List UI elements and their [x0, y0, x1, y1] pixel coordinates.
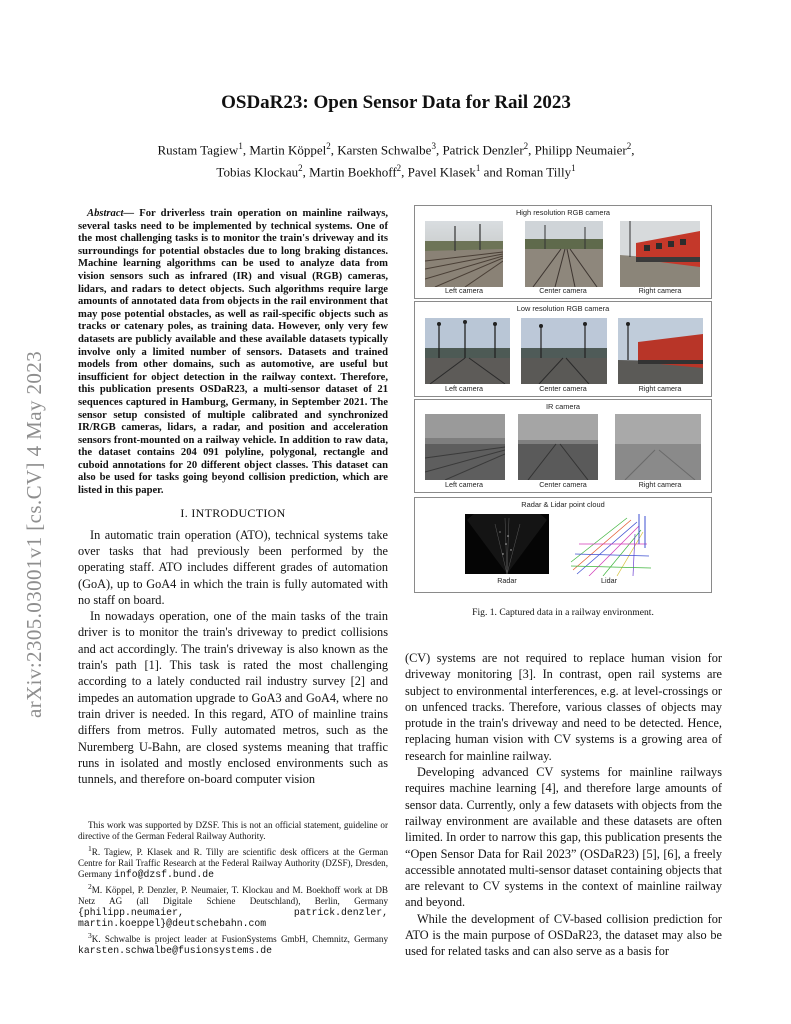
left-column	[78, 208, 388, 787]
label-lidar: Lidar	[601, 576, 617, 585]
author-affiliation-marker: 1	[238, 141, 243, 151]
ir-left-image	[425, 414, 505, 480]
section-heading-introduction: I. INTRODUCTION	[180, 505, 286, 520]
footnote-3	[78, 930, 388, 956]
abstract	[78, 208, 388, 498]
author-name: Martin Köppel	[249, 142, 327, 158]
high-res-right-image	[620, 221, 700, 287]
abstract-heading: Abstract	[87, 208, 124, 219]
lidar-image	[567, 514, 651, 576]
ir-right-image	[615, 414, 701, 480]
footnote-1-text: R. Tagiew, P. Klasek and R. Tilly are scientific desk officers at the German Centre for Rail Traffic Research at the Federal Railway Authority (DZSF), Dresden, Germany	[78, 847, 388, 880]
author-affiliation-marker: 3	[431, 141, 436, 151]
footnote-2-marker: 2	[88, 882, 92, 892]
author-affiliation-marker: 2	[298, 163, 303, 174]
panel-title-low-res-rgb: Low resolution RGB camera	[516, 304, 610, 313]
author-affiliation-marker: 1	[475, 163, 481, 174]
panel-title-radar-lidar: Radar & Lidar point cloud	[521, 500, 605, 509]
figure-1-caption: Fig. 1. Captured data in a railway environment.	[472, 607, 654, 618]
label-high-res-center: Center camera	[539, 286, 587, 295]
label-radar: Radar	[497, 576, 517, 585]
author-affiliation-marker: 2	[523, 141, 529, 151]
label-low-res-right: Right camera	[638, 384, 682, 393]
label-low-res-left: Left camera	[445, 384, 483, 393]
ir-center-image	[518, 414, 598, 480]
author-affiliation-marker: 2	[396, 163, 402, 174]
footnotes	[78, 820, 388, 957]
right-paragraph-2: Developing advanced CV systems for mainline railways requires machine learning [4], and therefore large amounts of sensor data. Currently, only a few datasets with objects from the railway environment are available and these datasets are often limited. In order to narrow this gap, this publication presents the “Open Sensor Data for Rail 2023” (OSDaR23) [5], [6], a freely accessible annotated multi-sensor dataset containing objects that are relevant to CV systems in the context of mainline railway and beyond.	[405, 765, 722, 910]
right-paragraph-1: (CV) systems are not required to replace human vision for driveway monitoring [3]. In contrast, open rail systems are subject to environmental interferences, e.g. at level-crossings or on unfenced tracks. Therefore, various classes of objects may protude in the train's driveway and need to be detected. Hence, replacing human vision with CV systems is a growing area of research for mainline railway.	[405, 651, 722, 763]
right-paragraph-3: While the development of CV-based collision prediction for ATO is the main purpose of OSDaR23, the dataset may also be used for related tasks and can also serve as a basis for	[405, 911, 722, 959]
low-res-right-image	[618, 318, 703, 384]
label-low-res-center: Center camera	[539, 384, 587, 393]
footnote-1-marker: 1	[88, 844, 92, 853]
panel-ir-camera	[414, 399, 712, 493]
footnote-3-text: K. Schwalbe is project leader at FusionSystems GmbH, Chemnitz, Germany	[91, 934, 388, 945]
footnote-3-marker: 3	[88, 931, 92, 941]
panel-high-res-rgb	[414, 205, 712, 299]
panel-title-high-res-rgb: High resolution RGB camera	[515, 208, 611, 217]
high-res-left-image	[425, 221, 503, 287]
right-column	[405, 650, 722, 960]
author-name: Pavel Klasek	[407, 164, 476, 180]
author-name: Tobias Klockau	[216, 164, 299, 180]
radar-image	[465, 514, 549, 574]
author-name: Karsten Schwalbe	[337, 142, 432, 158]
footnote-3-email[interactable]: karsten.schwalbe@fusionsystems.de	[78, 945, 273, 957]
figure-1	[414, 205, 712, 592]
label-high-res-left: Left camera	[445, 286, 483, 295]
footnote-1	[78, 843, 388, 880]
panel-radar-lidar	[414, 497, 712, 593]
label-ir-right: Right camera	[638, 480, 682, 489]
author-affiliation-marker: 1	[571, 163, 576, 174]
author-affiliation-marker: 2	[326, 141, 331, 151]
low-res-center-image	[521, 318, 607, 384]
label-ir-center: Center camera	[539, 480, 587, 489]
author-name: Rustam Tagiew	[157, 142, 239, 158]
author-list: Rustam Tagiew$^1$, Martin Köppel$^2$, Karsten Schwalbe$^3$, Patrick Denzler$^2$, Philipp Neumaier$^2$, Tobias Klockau$^2$, Martin Boekhoff$^2$, Pavel Klasek$^1$ and Roman Tilly$^1$	[157, 141, 635, 180]
arxiv-identifier-stamp: arXiv:2305.03001v1 [cs.CV] 4 May 2023	[22, 350, 46, 718]
footnote-1-email[interactable]: info@dzsf.bund.de	[114, 869, 215, 881]
low-res-left-image	[425, 318, 510, 384]
footnote-2	[78, 881, 388, 929]
paper-title: OSDaR23: Open Sensor Data for Rail 2023	[221, 92, 571, 113]
panel-low-res-rgb	[414, 301, 712, 397]
footnote-2-email[interactable]: {philipp.neumaier, patrick.denzler, martin.koeppel}@deutschebahn.com	[78, 907, 388, 930]
author-affiliation-marker: 2	[626, 141, 632, 151]
author-name: Roman Tilly	[505, 164, 572, 180]
panel-title-ir-camera: IR camera	[545, 402, 581, 411]
high-res-center-image	[525, 221, 603, 287]
intro-paragraph-1: In automatic train operation (ATO), technical systems take over tasks that had previously been performed by the operating staff. ATO includes different grades of automation (GoA), up to GoA4 in which the train is fully automated with no staff on board.	[78, 527, 388, 607]
author-name: Patrick Denzler	[442, 142, 524, 158]
intro-paragraph-2: In nowadays operation, one of the main tasks of the train driver is to monitor the train's driveway to predict collisions and act accordingly. The train's driveway is also known as the train's path [1]. This task is rated the most challenging according to a lately conducted rail industry survey [2] and impedes an automation upgrade to GoA3 and GoA4, where no train driver is needed. In this regard, ATO of mainline trains differs from metros. Fully automated metros, such as the Nuremberg U-Bahn, are closed systems meaning that traffic runs in isolated and mostly enclosed environments such as tunnels, and therefore on-board computer vision	[78, 609, 388, 787]
label-high-res-right: Right camera	[638, 286, 682, 295]
footnote-support: This work was supported by DZSF. This is not an official statement, guideline or directive of the German Federal Railway Authority.	[78, 820, 388, 841]
abstract-dash: —	[123, 208, 140, 219]
author-name: Martin Boekhoff	[309, 164, 397, 180]
label-ir-left: Left camera	[445, 480, 483, 489]
author-name: Philipp Neumaier	[534, 142, 627, 158]
footnote-2-text: M. Köppel, P. Denzler, P. Neumaier, T. Klockau and M. Boekhoff work at DB Netz AG (all Digitale Schiene Deutschland), Berlin, Germany	[78, 885, 388, 907]
abstract-text: For driverless train operation on mainline railways, several tasks need to be implemented by technical systems. One of the most challenging tasks is to monitor the train's driveway and its surroundings for potential obstacles due to long braking distances. Machine learning algorithms can be used to analyze data from vision sensors such as infrared (IR) and visual (RGB) cameras, lidars, and radars to detect objects. Such algorithms require large amounts of annotated data from objects in the rail environment that may pose potential obstacles, as well as rail-specific objects such as tracks or catenary poles, as training data. However, only very few datasets are publicly available and these available datasets typically involve only a limited number of sensors. Datasets and trained models from other domains, such as automotive, are useful but insufficient for object detection in the railway context. Therefore, this publication presents OSDaR23, a multi-sensor dataset of 21 sequences captured in Hamburg, Germany, in September 2021. The sensor setup consisted of multiple calibrated and synchronized IR/RGB cameras, lidars, a radar, and position and acceleration sensors front-mounted on a railway vehicle. In addition to raw data, the dataset contains 204 091 polyline, polygonal, rectangle and cuboid annotations for 20 different object classes. This dataset can also be used for tasks going beyond collision prediction, which are listed in this paper.	[78, 208, 388, 497]
